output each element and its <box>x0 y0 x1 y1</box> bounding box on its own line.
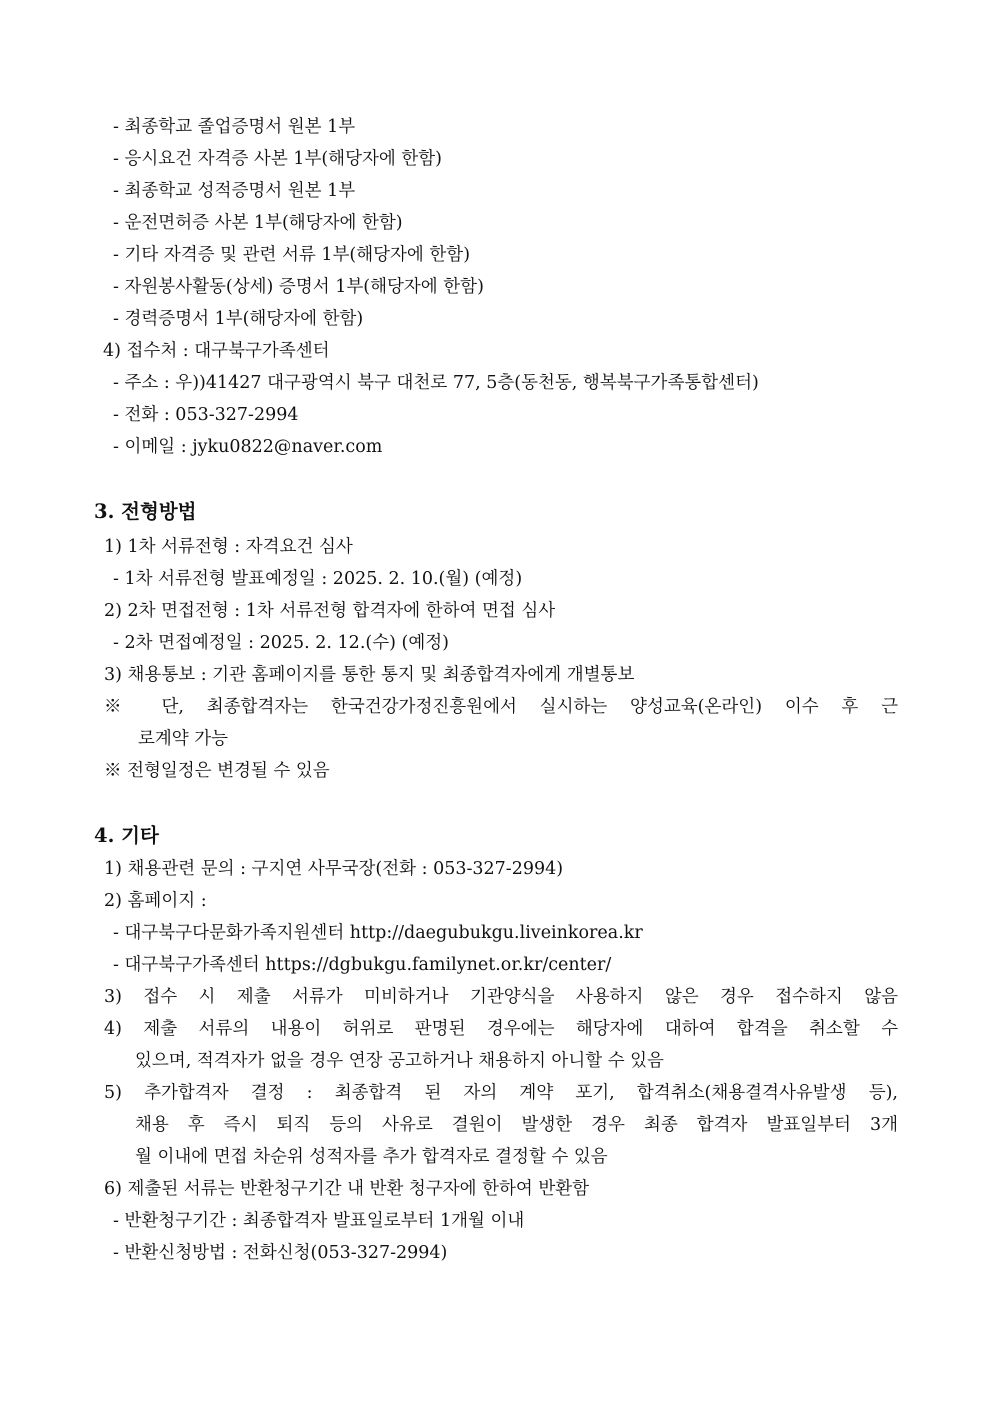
reception-phone: - 전화 : 053-327-2994 <box>113 405 299 425</box>
inquiry-line: 1) 채용관련 문의 : 구지연 사무국장(전화 : 053-327-2994) <box>104 859 564 879</box>
return-method: - 반환신청방법 : 전화신청(053-327-2994) <box>113 1243 448 1263</box>
other-item: 4) 제출 서류의 내용이 허위로 판명된 경우에는 해당자에 대하여 합격을 취소할 수 <box>104 1019 898 1039</box>
reception-address: - 주소 : 우))41427 대구광역시 북구 대천로 77, 5층(동천동, 행복북구가족통합센터) <box>113 373 759 393</box>
selection-note-cont: 로계약 가능 <box>138 729 229 749</box>
reception-email: - 이메일 : jyku0822@naver.com <box>113 437 383 457</box>
other-item-cont: 월 이내에 면접 차순위 성적자를 추가 합격자로 결정할 수 있음 <box>135 1147 608 1167</box>
reception-title: 4) 접수처 : 대구북구가족센터 <box>103 341 330 361</box>
section4-heading: 4. 기타 <box>94 824 159 847</box>
other-item-cont: 채용 후 즉시 퇴직 등의 사유로 결원이 발생한 경우 최종 합격자 발표일부터 3개 <box>135 1115 898 1135</box>
homepage-link[interactable]: - 대구북구다문화가족지원센터 http://daegubukgu.liveinkorea.kr <box>113 923 643 943</box>
selection-step: 1) 1차 서류전형 : 자격요건 심사 <box>104 537 353 557</box>
required-doc-item: - 자원봉사활동(상세) 증명서 1부(해당자에 한함) <box>113 277 484 297</box>
selection-note: ※ 전형일정은 변경될 수 있음 <box>104 761 330 781</box>
selection-step: 2) 2차 면접전형 : 1차 서류전형 합격자에 한하여 면접 심사 <box>104 601 556 621</box>
required-doc-item: - 경력증명서 1부(해당자에 한함) <box>113 309 364 329</box>
selection-step: - 2차 면접예정일 : 2025. 2. 12.(수) (예정) <box>113 633 449 653</box>
other-item: 5) 추가합격자 결정 : 최종합격 된 자의 계약 포기, 합격취소(채용결격사유발생 등), <box>104 1083 898 1103</box>
other-item: 3) 접수 시 제출 서류가 미비하거나 기관양식을 사용하지 않은 경우 접수하지 않음 <box>104 987 898 1007</box>
required-doc-item: - 운전면허증 사본 1부(해당자에 한함) <box>113 213 403 233</box>
selection-step: 3) 채용통보 : 기관 홈페이지를 통한 통지 및 최종합격자에게 개별통보 <box>104 665 635 685</box>
required-doc-item: - 최종학교 성적증명서 원본 1부 <box>113 181 356 201</box>
return-period: - 반환청구기간 : 최종합격자 발표일로부터 1개월 이내 <box>113 1211 525 1231</box>
homepage-title: 2) 홈페이지 : <box>104 891 207 911</box>
selection-note: ※ 단, 최종합격자는 한국건강가정진흥원에서 실시하는 양성교육(온라인) 이수 후 근 <box>104 697 898 717</box>
required-doc-item: - 최종학교 졸업증명서 원본 1부 <box>113 117 356 137</box>
other-item-cont: 있으며, 적격자가 없을 경우 연장 공고하거나 채용하지 아니할 수 있음 <box>135 1051 664 1071</box>
required-doc-item: - 응시요건 자격증 사본 1부(해당자에 한함) <box>113 149 442 169</box>
required-doc-item: - 기타 자격증 및 관련 서류 1부(해당자에 한함) <box>113 245 471 265</box>
homepage-link[interactable]: - 대구북구가족센터 https://dgbukgu.familynet.or.kr/center/ <box>113 955 612 975</box>
selection-step: - 1차 서류전형 발표예정일 : 2025. 2. 10.(월) (예정) <box>113 569 523 589</box>
other-item: 6) 제출된 서류는 반환청구기간 내 반환 청구자에 한하여 반환함 <box>104 1179 590 1199</box>
section3-heading: 3. 전형방법 <box>94 500 197 523</box>
